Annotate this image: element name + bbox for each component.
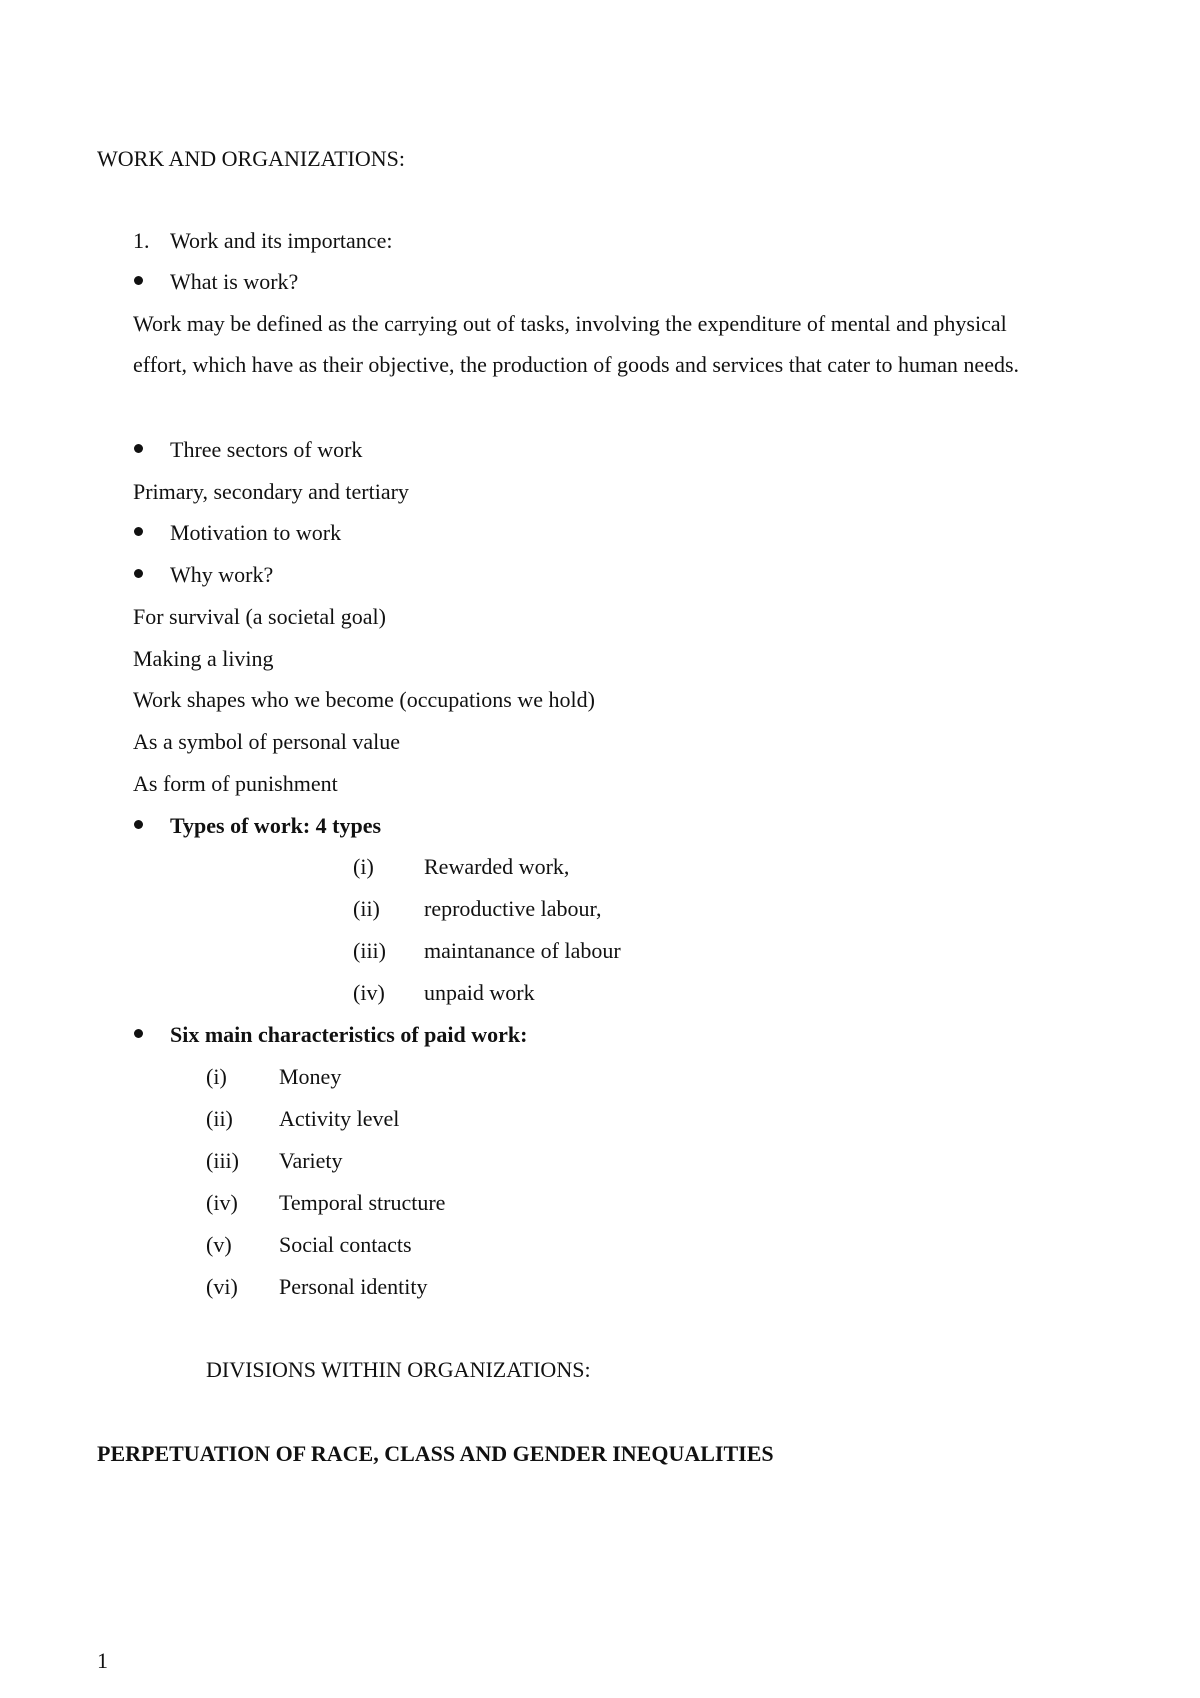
bullet-why-work: Why work?: [170, 562, 274, 587]
characteristic-numeral: (v): [206, 1232, 232, 1257]
bullet-motivation: Motivation to work: [170, 520, 342, 545]
definition-line-1: Work may be defined as the carrying out of tasks, involving the expenditure of mental and physical: [133, 311, 1007, 336]
characteristic-text: Variety: [279, 1148, 343, 1173]
sectors-text: Primary, secondary and tertiary: [133, 479, 409, 504]
page-number: 1: [97, 1648, 108, 1673]
types-numeral: (iv): [353, 980, 385, 1005]
types-text: reproductive labour,: [424, 896, 602, 921]
numbered-item-number: 1.: [133, 228, 150, 253]
characteristic-text: Activity level: [279, 1106, 400, 1131]
numbered-item-text: Work and its importance:: [170, 228, 393, 253]
characteristic-numeral: (iii): [206, 1148, 239, 1173]
characteristic-text: Social contacts: [279, 1232, 412, 1257]
types-numeral: (iii): [353, 938, 386, 963]
reason-item: For survival (a societal goal): [133, 604, 386, 629]
bullet-types-of-work: Types of work: 4 types: [170, 813, 382, 838]
bullet-icon: [134, 276, 143, 285]
bullet-three-sectors: Three sectors of work: [170, 437, 363, 462]
characteristic-numeral: (iv): [206, 1190, 238, 1215]
bullet-icon: [134, 527, 143, 536]
reason-item: As form of punishment: [133, 771, 338, 796]
types-numeral: (ii): [353, 896, 380, 921]
types-text: maintanance of labour: [424, 938, 621, 963]
divisions-heading: DIVISIONS WITHIN ORGANIZATIONS:: [206, 1357, 591, 1382]
characteristic-numeral: (ii): [206, 1106, 233, 1131]
characteristic-numeral: (i): [206, 1064, 227, 1089]
characteristic-text: Personal identity: [279, 1274, 428, 1299]
definition-line-2: effort, which have as their objective, the production of goods and services that cater to human needs.: [133, 352, 1020, 377]
reason-item: As a symbol of personal value: [133, 729, 400, 754]
characteristic-numeral: (vi): [206, 1274, 238, 1299]
bullet-icon: [134, 569, 143, 578]
main-heading: WORK AND ORGANIZATIONS:: [97, 146, 405, 171]
types-numeral: (i): [353, 854, 374, 879]
bullet-icon: [134, 1029, 143, 1038]
reason-item: Work shapes who we become (occupations we hold): [133, 687, 595, 712]
bullet-icon: [134, 444, 143, 453]
reason-item: Making a living: [133, 646, 274, 671]
types-text: Rewarded work,: [424, 854, 570, 879]
perpetuation-heading: PERPETUATION OF RACE, CLASS AND GENDER INEQUALITIES: [97, 1441, 774, 1466]
bullet-what-is-work: What is work?: [170, 269, 299, 294]
characteristic-text: Money: [279, 1064, 342, 1089]
bullet-characteristics: Six main characteristics of paid work:: [170, 1022, 528, 1047]
types-text: unpaid work: [424, 980, 535, 1005]
bullet-icon: [134, 820, 143, 829]
characteristic-text: Temporal structure: [279, 1190, 446, 1215]
